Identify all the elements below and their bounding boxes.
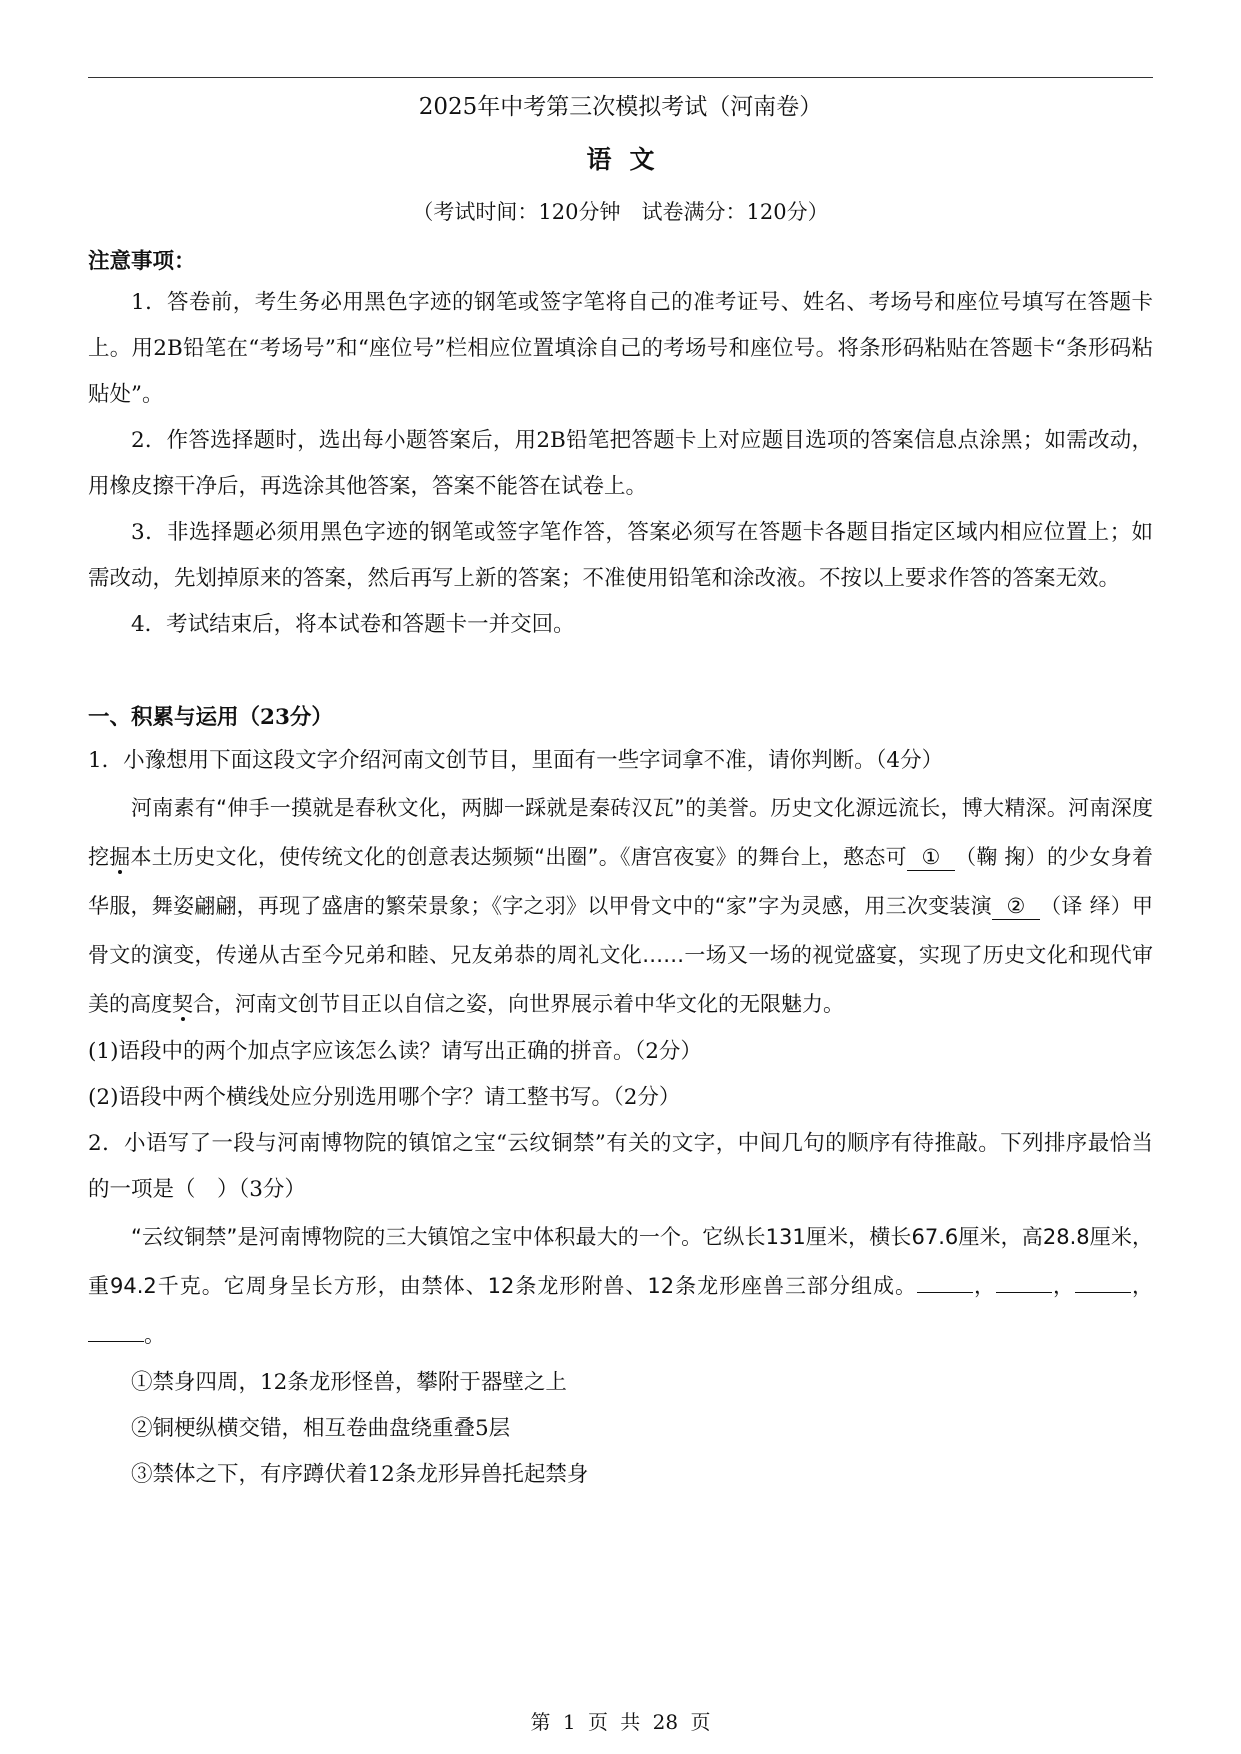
separator: ， xyxy=(973,1274,997,1298)
question-2-option: ②铜梗纵横交错，相互卷曲盘绕重叠5层 xyxy=(131,1416,511,1441)
question-1-sub-2: (2)语段中两个横线处应分别选用哪个字？请工整书写。（2分） xyxy=(88,1085,681,1110)
passage-text: 本土历史文化，使传统文化的创意表达频频“出圈”。《唐宫夜宴》的舞台上，憨态可 xyxy=(130,845,907,869)
passage-text: （译 绎）甲骨文的演变，传递从古至今兄弟和睦、兄友弟恭的周礼文化……一场又一场的视觉盛宴，实现了历史文化和现代审美的高度 xyxy=(88,894,1153,1016)
separator: ， xyxy=(1052,1274,1076,1298)
passage-text: 合，河南文创节目正以自信之姿，向世界展示着中华文化的无限魅力。 xyxy=(193,992,844,1016)
question-2-stem: 2．小语写了一段与河南博物院的镇馆之宝“云纹铜禁”有关的文字，中间几句的顺序有待推敲。下列排序最恰当的一项是（ ）（3分） xyxy=(88,1131,1153,1202)
answer-blank xyxy=(996,1272,1052,1293)
passage-text: （鞠 掬）的少女身着华服，舞姿翩翩，再现了盛唐的繁荣景象；《字之羽》以甲骨文中的“家”字为灵感，用三次变装演 xyxy=(88,845,1154,918)
answer-blank xyxy=(1075,1272,1131,1293)
passage-text: “云纹铜禁”是河南博物院的三大镇馆之宝中体积最大的一个。它纵长131厘米，横长67.6厘米，高28.8厘米，重94.2千克。它周身呈长方形，由禁体、12条龙形附兽、12条龙形座兽三部分组成。 xyxy=(88,1225,1153,1298)
question-2-passage xyxy=(88,1213,1153,1360)
question-2-option: ③禁体之下，有序蹲伏着12条龙形异兽托起禁身 xyxy=(131,1462,589,1487)
question-1-sub-1: (1)语段中的两个加点字应该怎么读？请写出正确的拼音。（2分） xyxy=(88,1039,702,1064)
subject-title: 语文 xyxy=(586,145,673,174)
header-rule xyxy=(88,77,1153,78)
separator: ， xyxy=(1131,1274,1154,1298)
notice-item: 2．作答选择题时，选出每小题答案后，用2B铅笔把答题卡上对应题目选项的答案信息点涂黑；如需改动，用橡皮擦干净后，再选涂其他答案，答案不能答在试卷上。 xyxy=(88,428,1153,499)
blank-2: ② xyxy=(992,893,1040,920)
answer-blank xyxy=(88,1321,144,1342)
answer-blank xyxy=(917,1272,973,1293)
notice-item: 1．答卷前，考生务必用黑色字迹的钢笔或签字笔将自己的准考证号、姓名、考场号和座位号填写在答题卡上。用2B铅笔在“考场号”和“座位号”栏相应位置填涂自己的考场号和座位号。将条形码粘贴在答题卡“条形码粘贴处”。 xyxy=(88,290,1153,407)
passage-text: 河南素有“伸手一摸就是春秋文化，两脚一踩就是秦砖汉瓦”的美誉。历史文化源远流长，博大精深。河南深度挖 xyxy=(88,796,1153,869)
question-1-passage xyxy=(88,784,1153,1029)
exam-title: 2025年中考第三次模拟考试（河南卷） xyxy=(418,94,823,120)
question-1-stem: 1．小豫想用下面这段文字介绍河南文创节目，里面有一些字词拿不准，请你判断。（4分） xyxy=(88,748,944,773)
dotted-char: 契 xyxy=(172,992,193,1016)
section-heading: 一、积累与运用（23分） xyxy=(88,705,333,730)
notice-item: 3．非选择题必须用黑色字迹的钢笔或签字笔作答，答案必须写在答题卡各题目指定区域内相应位置上；如需改动，先划掉原来的答案，然后再写上新的答案；不准使用铅笔和涂改液。不按以上要求作答的答案无效。 xyxy=(88,520,1153,591)
question-2-option: ①禁身四周，12条龙形怪兽，攀附于器壁之上 xyxy=(131,1370,567,1395)
blank-1: ① xyxy=(907,844,955,871)
end-mark: 。 xyxy=(144,1323,165,1347)
page-content xyxy=(88,244,1153,1498)
page-number: 第 1 页 共 28 页 xyxy=(530,1710,711,1734)
dotted-char: 掘 xyxy=(109,845,131,869)
notice-heading: 注意事项： xyxy=(88,249,196,274)
notice-item: 4．考试结束后，将本试卷和答题卡一并交回。 xyxy=(131,612,575,637)
exam-time-info: （考试时间：120分钟 试卷满分：120分） xyxy=(412,200,829,224)
